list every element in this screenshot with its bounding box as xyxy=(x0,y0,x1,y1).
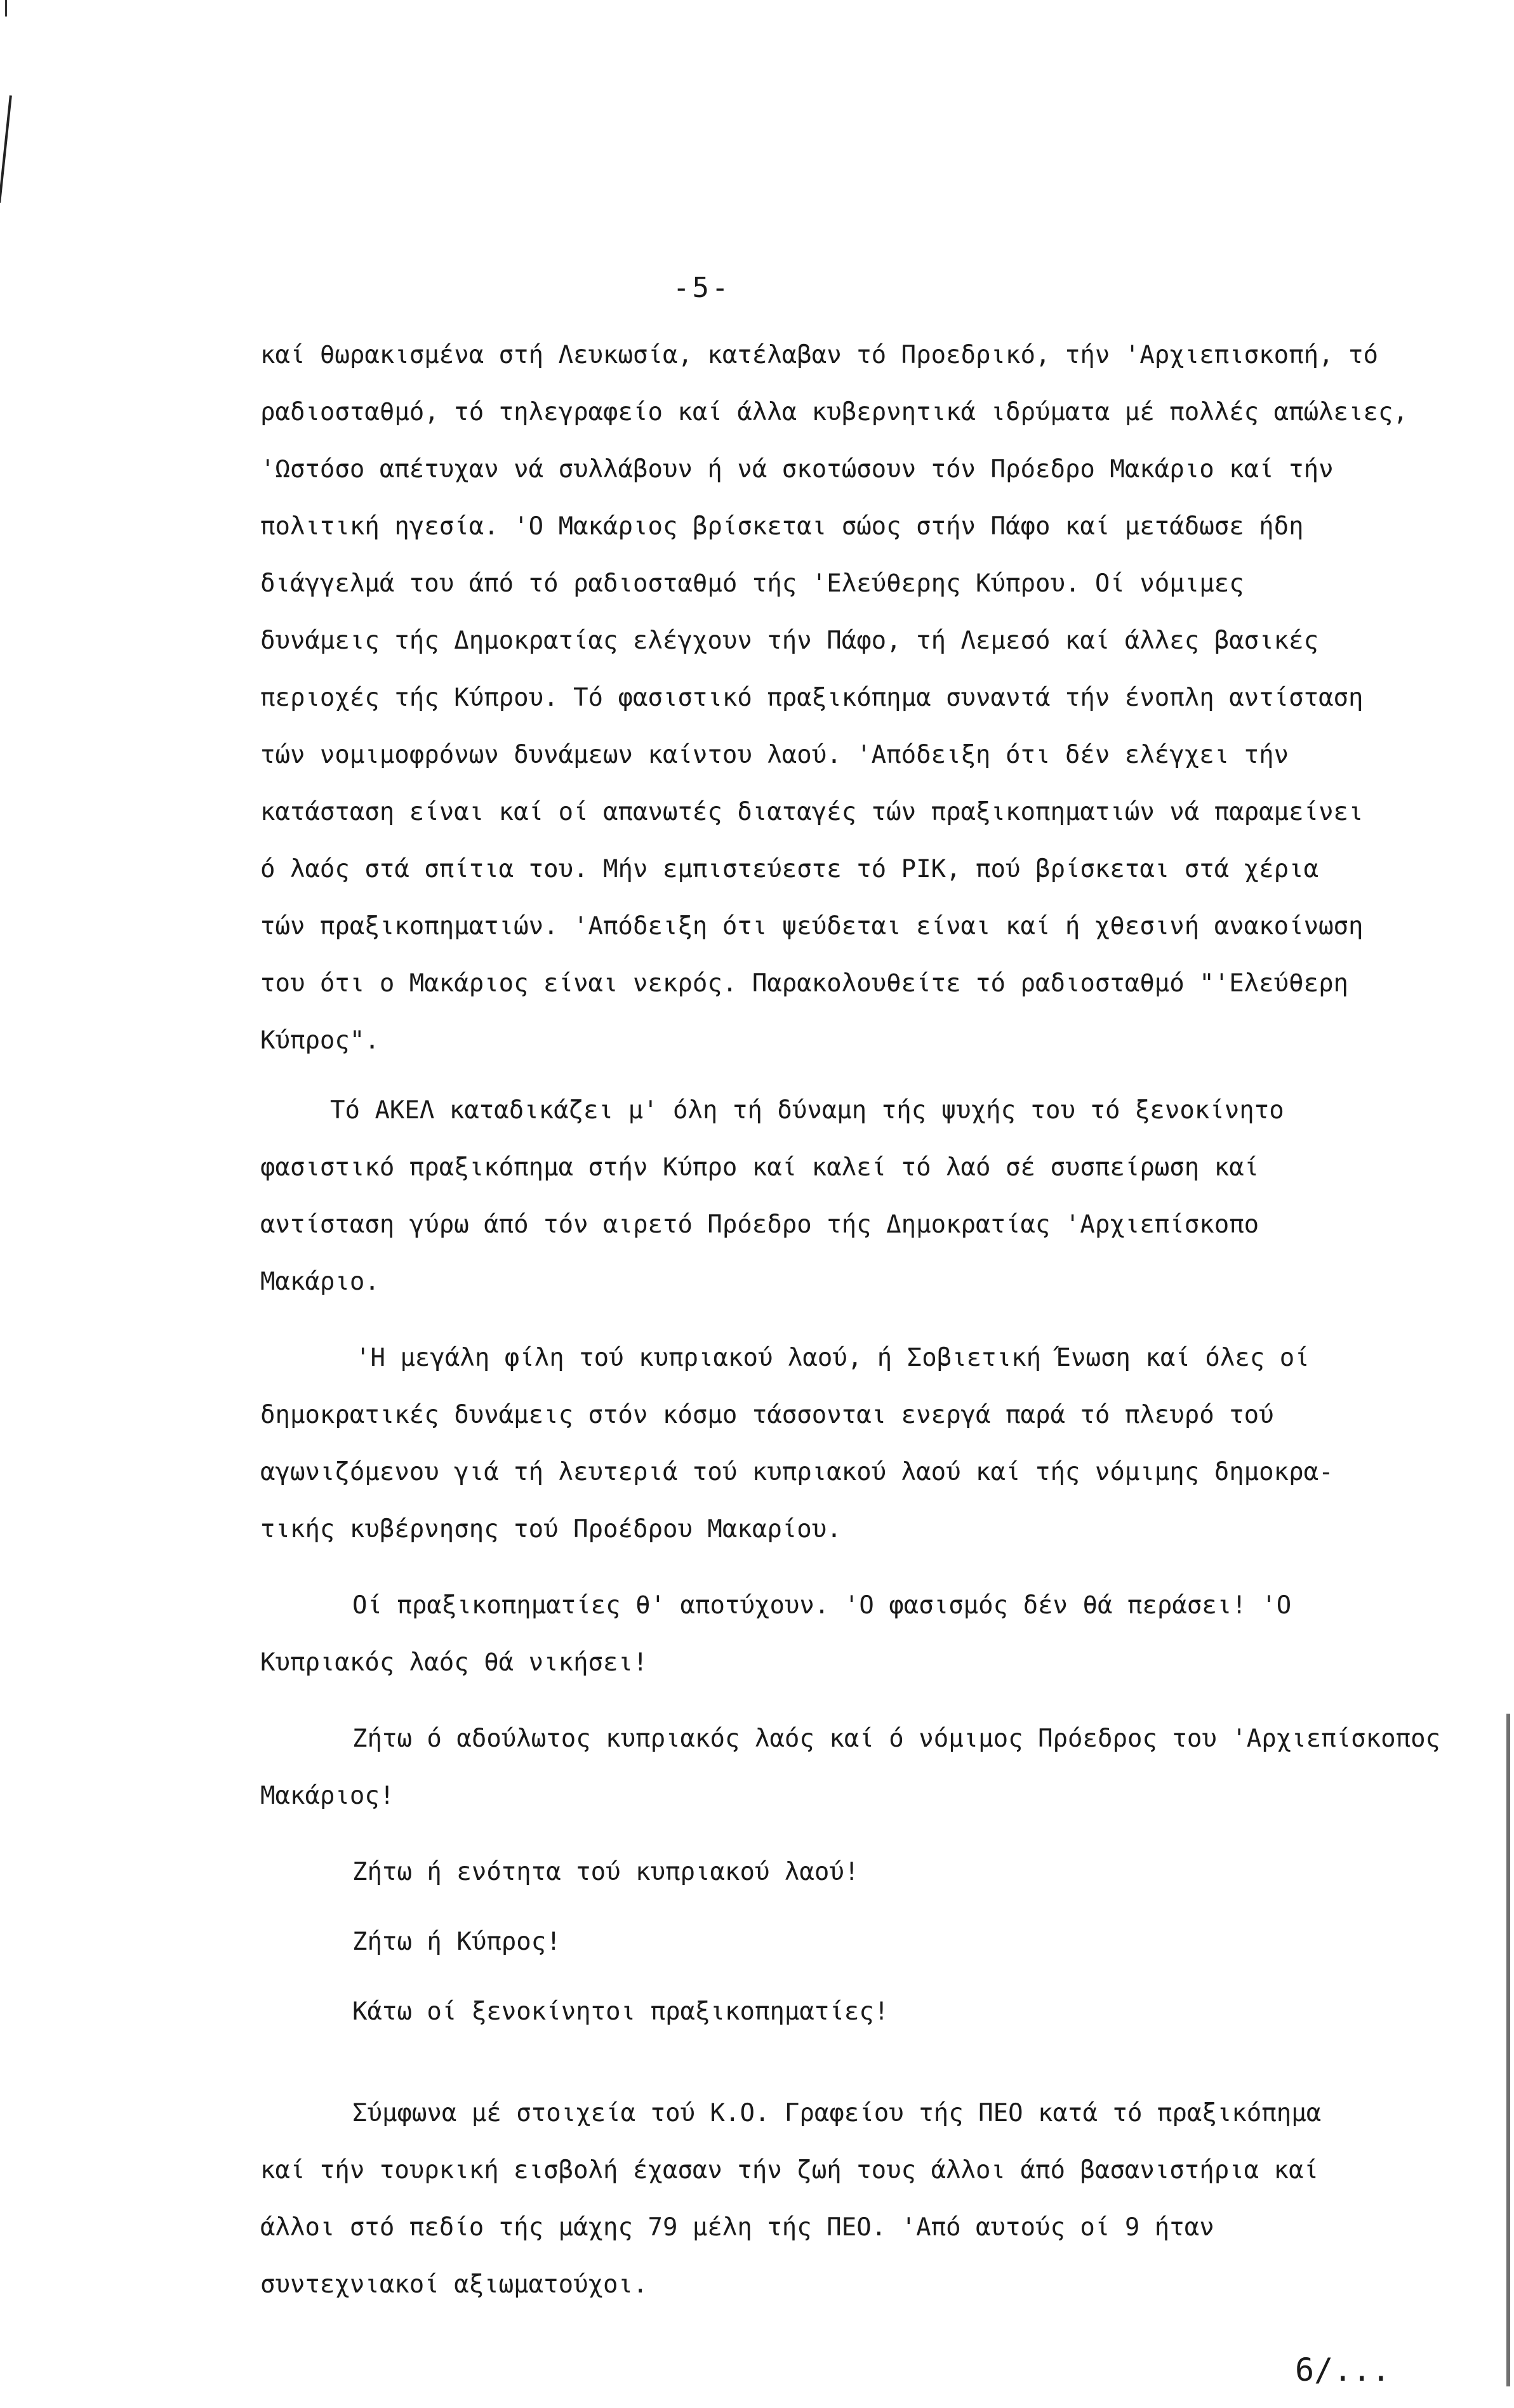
text-line: 'Η μεγάλη φίλη τού κυπριακού λαού, ή Σοβιετική Ένωση καί όλες οί xyxy=(355,1344,1310,1372)
text-line: Ζήτω ό αδούλωτος κυπριακός λαός καί ό νόμιμος Πρόεδρος του 'Αρχιεπίσκοπος xyxy=(352,1724,1441,1753)
text-line: αγωνιζόμενου γιά τή λευτεριά τού κυπριακού λαού καί τής νόμιμης δημοκρα- xyxy=(260,1458,1334,1486)
scan-mark xyxy=(0,95,12,202)
text-line: πολιτική ηγεσία. 'Ο Μακάριος βρίσκεται σώος στήν Πάφο καί μετάδωσε ήδη xyxy=(260,512,1304,541)
text-line: Ζήτω ή ενότητα τού κυπριακού λαού! xyxy=(352,1858,860,1886)
text-line: Σύμφωνα μέ στοιχεία τού Κ.Ο. Γραφείου τής ΠΕΟ κατά τό πραξικόπημα xyxy=(352,2099,1322,2127)
text-line: φασιστικό πραξικόπημα στήν Κύπρο καί καλεί τό λαό σέ συσπείρωση καί xyxy=(260,1153,1259,1182)
text-line: διάγγελμά του άπό τό ραδιοσταθμό τής 'Ελεύθερης Κύπρου. Οί νόμιμες xyxy=(260,569,1244,598)
scan-mark xyxy=(5,0,23,17)
text-line: άλλοι στό πεδίο τής μάχης 79 μέλη τής ΠΕΟ. 'Από αυτούς οί 9 ήταν xyxy=(260,2213,1214,2242)
text-line: Τό ΑΚΕΛ καταδικάζει μ' όλη τή δύναμη τής ψυχής του τό ξενοκίνητο xyxy=(330,1096,1284,1125)
text-line: του ότι ο Μακάριος είναι νεκρός. Παρακολουθείτε τό ραδιοσταθμό "'Ελεύθερη xyxy=(260,969,1349,998)
text-line: ό λαός στά σπίτια του. Μήν εμπιστεύεστε τό ΡΙΚ, πού βρίσκεται στά χέρια xyxy=(260,855,1319,883)
text-line: συντεχνιακοί αξιωματούχοι. xyxy=(260,2270,648,2299)
text-line: Κύπρος". xyxy=(260,1026,380,1055)
text-line: περιοχές τής Κύπρου. Τό φασιστικό πραξικόπημα συναντά τήν ένοπλη αντίσταση xyxy=(260,684,1364,712)
continuation-marker: 6/... xyxy=(1295,2352,1391,2388)
text-line: καί θωρακισμένα στή Λευκωσία, κατέλαβαν τό Προεδρικό, τήν 'Αρχιεπισκοπή, τό xyxy=(260,341,1378,369)
text-line: κατάσταση είναι καί οί απανωτές διαταγές τών πραξικοπηματιών νά παραμείνει xyxy=(260,798,1364,826)
scan-edge xyxy=(1506,1714,1510,2386)
text-line: Μακάριο. xyxy=(260,1267,380,1296)
text-line: Κάτω οί ξενοκίνητοι πραξικοπηματίες! xyxy=(352,1997,889,2026)
text-line: Οί πραξικοπηματίες θ' αποτύχουν. 'Ο φασισμός δέν θά περάσει! 'Ο xyxy=(352,1591,1292,1620)
text-line: ραδιοσταθμό, τό τηλεγραφείο καί άλλα κυβερνητικά ιδρύματα μέ πολλές απώλειες, xyxy=(260,398,1408,427)
text-line: τικής κυβέρνησης τού Προέδρου Μακαρίου. xyxy=(260,1515,842,1544)
page-number: -5- xyxy=(673,272,731,304)
text-line: τών πραξικοπηματιών. 'Απόδειξη ότι ψεύδεται είναι καί ή χθεσινή ανακοίνωση xyxy=(260,912,1364,941)
text-line: Μακάριος! xyxy=(260,1782,395,1810)
text-line: 'Ωστόσο απέτυχαν νά συλλάβουν ή νά σκοτώσουν τόν Πρόεδρο Μακάριο καί τήν xyxy=(260,455,1334,484)
text-line: αντίσταση γύρω άπό τόν αιρετό Πρόεδρο τής Δημοκρατίας 'Αρχιεπίσκοπο xyxy=(260,1210,1259,1239)
text-line: τών νομιμοφρόνων δυνάμεων καίντου λαού. 'Απόδειξη ότι δέν ελέγχει τήν xyxy=(260,741,1289,769)
text-line: δυνάμεις τής Δημοκρατίας ελέγχουν τήν Πάφο, τή Λεμεσό καί άλλες βασικές xyxy=(260,626,1319,655)
text-line: Κυπριακός λαός θά νικήσει! xyxy=(260,1648,648,1677)
text-line: Ζήτω ή Κύπρος! xyxy=(352,1928,561,1956)
text-line: καί τήν τουρκική εισβολή έχασαν τήν ζωή τους άλλοι άπό βασανιστήρια καί xyxy=(260,2156,1319,2185)
text-line: δημοκρατικές δυνάμεις στόν κόσμο τάσσονται ενεργά παρά τό πλευρό τού xyxy=(260,1401,1274,1429)
